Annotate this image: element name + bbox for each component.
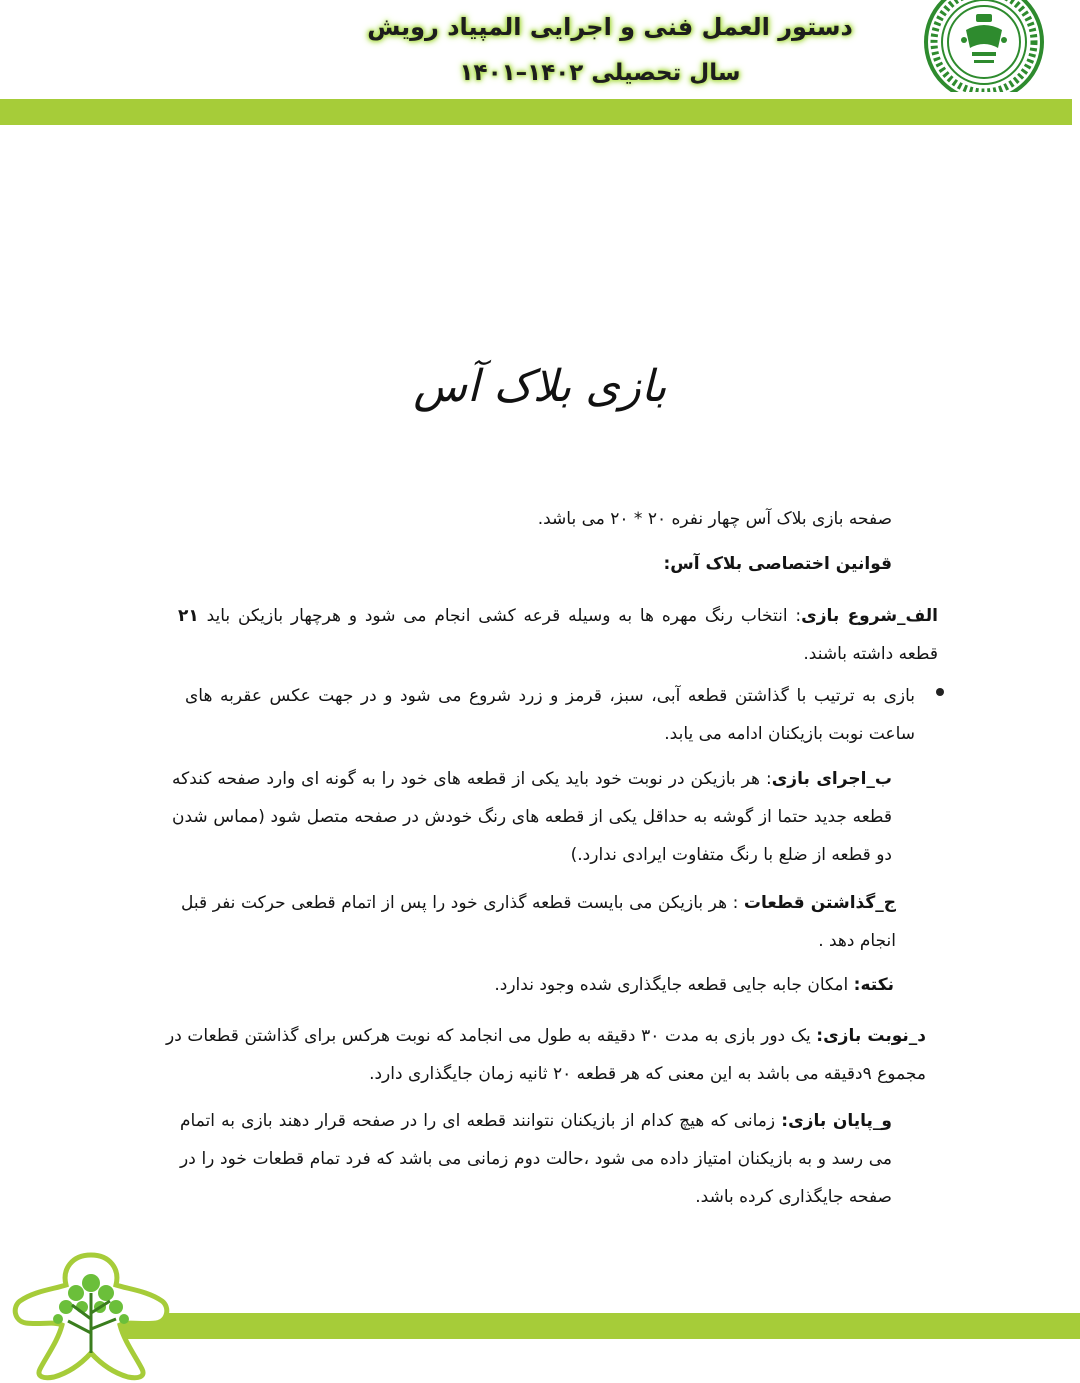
turn-order-bullet: بازی به ترتیب با گذاشتن قطعه آبی، سبز، قرمز و زرد شروع می شود و در جهت عکس عقربه های ساعت نوبت بازیکنان ادامه می یابد. — [185, 686, 915, 744]
meeple-tree-icon — [10, 1249, 172, 1381]
bullet-icon — [936, 688, 944, 696]
section-turn-time-text: یک دور بازی به مدت ۳۰ دقیقه به طول می انجامد که نوبت هرکس برای گذاشتن قطعات در مجموع ۹دقیقه می باشد به این معنی که هر قطعه ۲۰ ثانیه زمان جایگذاری دارد. — [166, 1026, 926, 1084]
section-placing-pieces-text: : هر بازیکن می بایست قطعه گذاری خود را پس از اتمام قطعی حرکت نفر قبل انجام دهد . — [181, 893, 896, 951]
section-note-heading: نکته: — [853, 975, 894, 995]
section-end-game — [180, 1102, 892, 1216]
section-turn-time — [166, 1017, 926, 1093]
header-subtitle: سال تحصیلی ۱۴۰۲–۱۴۰۱ — [459, 60, 741, 86]
section-gameplay — [172, 760, 892, 874]
page-header — [0, 0, 1080, 130]
section-note-text: امکان جابه جایی قطعه جایگذاری شده وجود ندارد. — [494, 975, 854, 995]
section-note — [274, 966, 894, 1004]
header-title: دستور العمل فنی و اجرایی المپیاد رویش — [367, 13, 853, 41]
section-placing-pieces-heading: ج_گذاشتن قطعات — [743, 893, 896, 913]
section-start-game-text-end: قطعه داشته باشند. — [803, 644, 938, 664]
section-end-game-heading: و_پایان بازی: — [781, 1111, 892, 1131]
section-start-game-heading: الف_شروع بازی — [801, 606, 938, 626]
section-start-game — [178, 597, 938, 673]
section-turn-time-heading: د_نوبت بازی: — [816, 1026, 927, 1046]
header-accent-bar — [0, 99, 1072, 125]
university-seal-icon — [914, 0, 1054, 92]
document-title: بازی بلاک آس — [413, 361, 667, 412]
section-gameplay-text: : هر بازیکن در نوبت خود باید یکی از قطعه های خود را به گونه ای وارد صفحه کندکه قطعه جدید حتما از گوشه به حداقل یکی از قطعه های رنگ خودش در صفحه متصل شود (مماس شدن دو قطعه از ضلع با رنگ متفاوت ایرادی ندارد.) — [172, 769, 892, 865]
section-gameplay-heading: ب_اجرای بازی — [771, 769, 892, 789]
pieces-count: ۲۱ — [178, 606, 199, 626]
section-placing-pieces — [181, 884, 896, 960]
section-start-game-text: : انتخاب رنگ مهره ها به وسیله قرعه کشی انجام می شود و هرچهار بازیکن باید — [198, 606, 802, 626]
footer-accent-bar — [120, 1313, 1080, 1339]
rules-heading: قوانین اختصاصی بلاک آس: — [663, 554, 892, 574]
section-end-game-text: زمانی که هیچ کدام از بازیکنان نتوانند قطعه ای را در صفحه قرار دهند بازی به اتمام می رسد و به بازیکنان امتیاز داده می شود ،حالت دوم زمانی می باشد که فرد تمام قطعات خود را در صفحه جایگذاری کرده باشد. — [180, 1111, 892, 1207]
intro-paragraph: صفحه بازی بلاک آس چهار نفره ۲۰ * ۲۰ می باشد. — [537, 509, 892, 529]
